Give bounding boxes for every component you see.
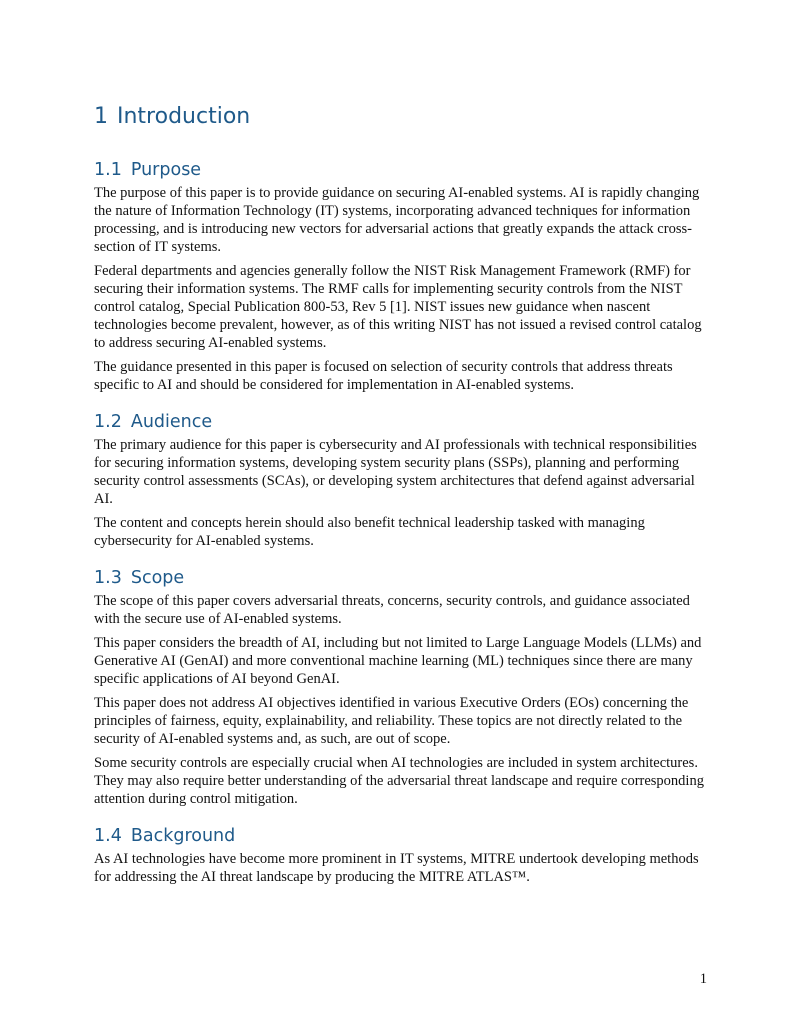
paragraph: This paper does not address AI objectives identified in various Executive Orders (EOs) concerning the principles of fairness, equity, explainability, and reliability. These topics are not directly related to the security of AI-enabled systems and, as such, are out of scope.: [94, 695, 689, 747]
section-heading: [94, 410, 708, 434]
paragraph: The guidance presented in this paper is focused on selection of security controls that address threats specific to AI and should be considered for implementation in AI-enabled systems.: [94, 359, 673, 393]
section-heading: [94, 158, 708, 182]
paragraph: The scope of this paper covers adversarial threats, concerns, security controls, and guidance associated with the secure use of AI-enabled systems.: [94, 593, 690, 627]
paragraph: As AI technologies have become more prominent in IT systems, MITRE undertook developing methods for addressing the AI threat landscape by producing the MITRE ATLAS™.: [94, 851, 699, 885]
section-purpose: [94, 158, 708, 394]
paragraph: The purpose of this paper is to provide guidance on securing AI-enabled systems. AI is rapidly changing the nature of Information Technology (IT) systems, incorporating advanced techniques for information processing, and is introducing new vectors for adversarial actions that greatly expands the attack cross-section of IT systems.: [94, 185, 700, 255]
section-number: 1.3: [94, 568, 122, 588]
section-background: [94, 824, 708, 886]
paragraph: Federal departments and agencies generally follow the NIST Risk Management Framework (RMF) for securing their information systems. The RMF calls for implementing security controls from the NIST control catalog, Special Publication 800-53, Rev 5 [1]. NIST issues new guidance when nascent technologies become prevalent, however, as of this writing NIST has not issued a revised control catalog to address securing AI-enabled systems.: [94, 263, 702, 351]
paragraph: This paper considers the breadth of AI, including but not limited to Large Language Models (LLMs) and Generative AI (GenAI) and more conventional machine learning (ML) techniques since there are many specific applications of AI beyond GenAI.: [94, 635, 702, 687]
section-number: 1.2: [94, 412, 122, 432]
section-title: Background: [130, 826, 236, 846]
section-title: Purpose: [130, 160, 202, 180]
section-scope: [94, 566, 708, 808]
section-number: 1.1: [94, 160, 122, 180]
chapter-heading: [94, 98, 708, 136]
section-heading: [94, 824, 708, 848]
chapter-title: Introduction: [117, 104, 251, 129]
section-audience: [94, 410, 708, 550]
paragraph: The primary audience for this paper is cybersecurity and AI professionals with technical responsibilities for securing information systems, developing system security plans (SSPs), planning and performing security control assessments (SCAs), or developing system architectures that defend against adversarial AI.: [94, 437, 697, 507]
section-title: Scope: [130, 568, 185, 588]
section-title: Audience: [130, 412, 213, 432]
section-number: 1.4: [94, 826, 122, 846]
paragraph: Some security controls are especially crucial when AI technologies are included in system architectures. They may also require better understanding of the adversarial threat landscape and require corresponding attention during control mitigation.: [94, 755, 704, 807]
page-number: 1: [699, 971, 707, 987]
section-heading: [94, 566, 708, 590]
chapter-number: 1: [94, 104, 108, 129]
page-content: [94, 98, 708, 902]
paragraph: The content and concepts herein should also benefit technical leadership tasked with managing cybersecurity for AI-enabled systems.: [94, 515, 645, 549]
